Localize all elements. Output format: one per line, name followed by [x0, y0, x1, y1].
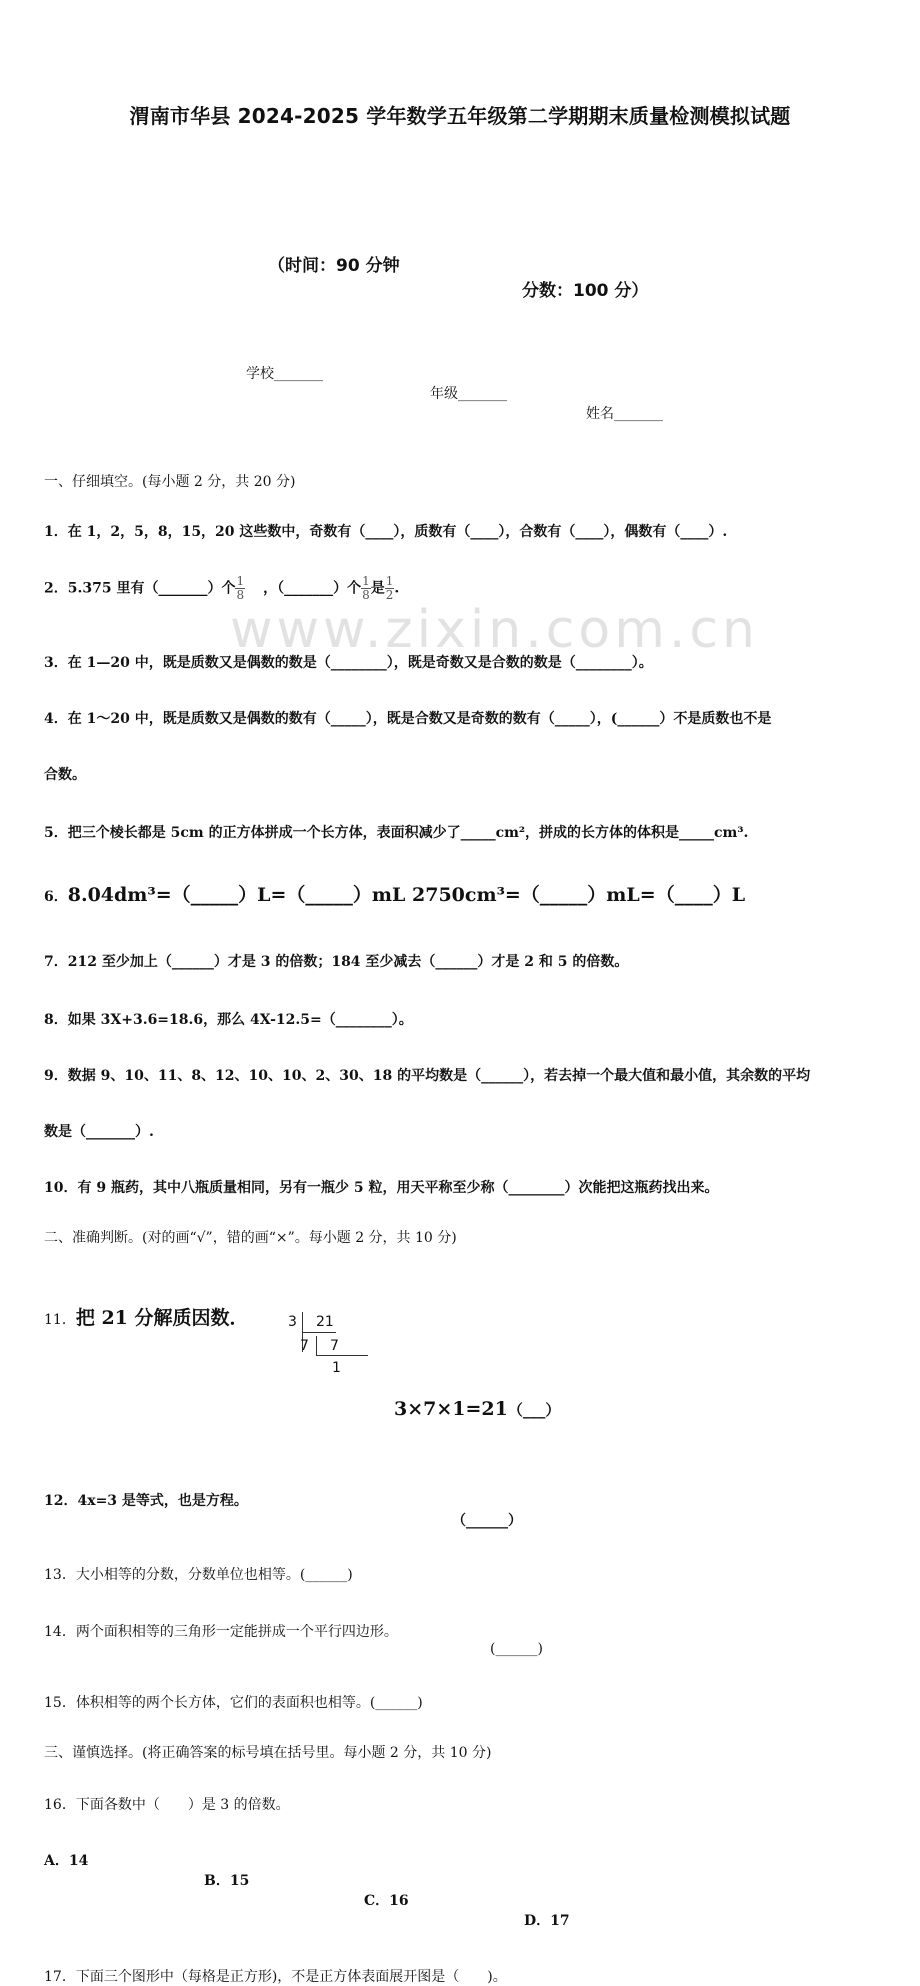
grade-field[interactable]: 年级_______ [430, 386, 507, 402]
q16-option-b[interactable]: B．15 [204, 1873, 250, 1889]
question-3: 3．在 1—20 中，既是质数又是偶数的数是（________），既是奇数又是合数的数是（________）。 [44, 655, 653, 671]
q6-number: 6． [44, 889, 68, 905]
question-5: 5．把三个棱长都是 5cm 的正方体拼成一个长方体，表面积减少了_____cm²，拼成的长方体的体积是_____cm³. [44, 825, 749, 841]
exam-title: 渭南市华县 2024-2025 学年数学五年级第二学期期末质量检测模拟试题 [129, 104, 791, 128]
watermark: www.zixin.com.cn [230, 600, 759, 660]
question-12-blank[interactable]: （______） [452, 1513, 522, 1529]
question-12: 12．4x=3 是等式，也是方程。 [44, 1493, 248, 1509]
division-ladder-figure: 3 21 7 7 1 [286, 1312, 376, 1378]
question-13: 13．大小相等的分数，分数单位也相等。(______) [44, 1567, 353, 1583]
question-7: 7．212 至少加上（______）才是 3 的倍数；184 至少减去（______）才是 2 和 5 的倍数。 [44, 954, 629, 970]
q16-option-a[interactable]: A．14 [44, 1853, 89, 1869]
question-11-answer [394, 1398, 920, 1420]
q2-part-d: . [394, 580, 400, 597]
q16-option-c[interactable]: C．16 [364, 1893, 409, 1909]
section3-heading: 三、谨慎选择。(将正确答案的标号填在括号里。每小题 2 分，共 10 分) [44, 1745, 492, 1761]
question-2 [44, 575, 920, 602]
q2-part-b: ，（_______）个 [263, 580, 362, 597]
q11-text: 把 21 分解质因数． [75, 1307, 249, 1329]
fraction-one-half: $\frac{1}{2}$ [385, 574, 394, 602]
question-9-line2: 数是（_______）. [44, 1124, 154, 1140]
question-11 [44, 1303, 920, 1330]
fraction-one-eighth-2: $\frac{1}{8}$ [362, 574, 370, 602]
question-16: 16．下面各数中（ ）是 3 的倍数。 [44, 1797, 290, 1813]
q2-part-c: 是 [370, 580, 385, 597]
exam-time: （时间：90 分钟 [268, 256, 400, 276]
question-4-line2: 合数。 [44, 767, 86, 783]
q2-part-a: 2．5.375 里有（_______）个 [44, 580, 236, 597]
question-17: 17．下面三个图形中（每格是正方形)，不是正方体表面展开图是（ )。 [44, 1969, 507, 1985]
question-8: 8．如果 3X+3.6=18.6，那么 4X-12.5=（________）。 [44, 1012, 413, 1028]
name-field[interactable]: 姓名_______ [586, 406, 663, 422]
question-6 [44, 880, 920, 907]
q6-text: 8.04dm³=（_____）L=（_____）mL 2750cm³=（_____）mL=（____）L [67, 884, 746, 906]
q11-equation: 3×7×1=21 [394, 1398, 508, 1420]
school-field[interactable]: 学校_______ [246, 366, 323, 382]
question-14: 14．两个面积相等的三角形一定能拼成一个平行四边形。 [44, 1624, 398, 1640]
question-15: 15．体积相等的两个长方体，它们的表面积也相等。(______) [44, 1695, 423, 1711]
q16-option-d[interactable]: D．17 [524, 1913, 570, 1929]
question-10: 10．有 9 瓶药，其中八瓶质量相同，另有一瓶少 5 粒，用天平称至少称（________）次能把这瓶药找出来。 [44, 1180, 719, 1196]
question-1: 1．在 1，2，5，8，15，20 这些数中，奇数有（____），质数有（____），合数有（____），偶数有（____）. [44, 524, 728, 540]
q11-number: 11． [44, 1312, 76, 1328]
exam-score: 分数：100 分） [522, 281, 649, 301]
q11-blank[interactable]: （___） [507, 1401, 561, 1419]
question-4-line1: 4．在 1～20 中，既是质数又是偶数的数有（_____），既是合数又是奇数的数有（_____），(______）不是质数也不是 [44, 711, 772, 727]
fraction-one-eighth: $\frac{1}{8}$ [236, 574, 245, 602]
section2-heading: 二、准确判断。(对的画“√”，错的画“×”。每小题 2 分，共 10 分) [44, 1230, 457, 1246]
section1-heading: 一、仔细填空。(每小题 2 分，共 20 分) [44, 474, 296, 490]
question-14-blank[interactable]: (______) [490, 1641, 543, 1657]
question-9-line1: 9．数据 9、10、11、8、12、10、10、2、30、18 的平均数是（______），若去掉一个最大值和最小值，其余数的平均 [44, 1068, 811, 1084]
